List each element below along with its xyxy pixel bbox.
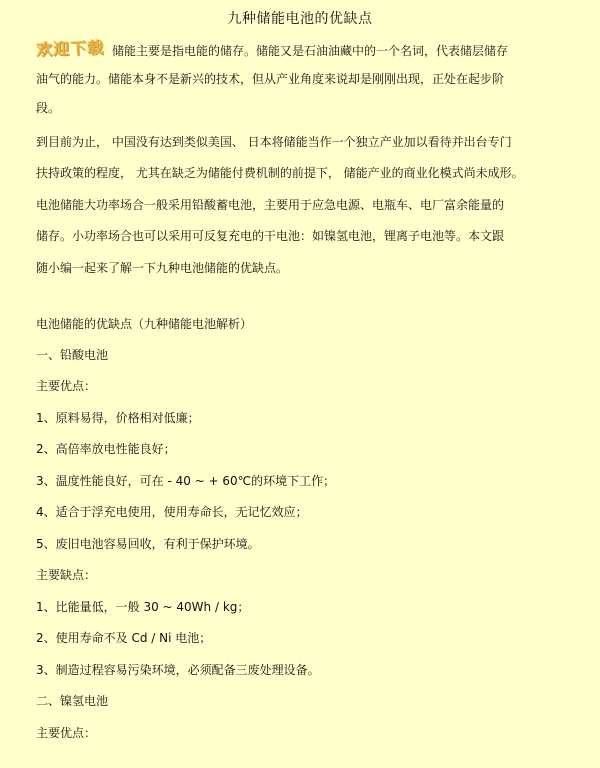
intro-line-8: 随小编一起来了解一下九种电池储能的优缺点。 — [36, 261, 289, 275]
lead-acid-cons-label: 主要缺点： — [36, 568, 97, 582]
document-title: 九种储能电池的优缺点 — [227, 11, 373, 27]
intro-line-4: 到目前为止， 中国没有达到类似美国、 日本将储能当作一个独立产业加以看待并出台专门 — [36, 135, 512, 149]
intro-line-6: 电池储能大功率场合一般采用铅酸蓄电池，主要用于应急电源、电瓶车、电厂富余能量的 — [36, 198, 505, 212]
lead-acid-pro-item: 1、原料易得，价格相对低廉； — [36, 411, 200, 425]
section-heading: 电池储能的优缺点（九种储能电池解析） — [36, 317, 253, 331]
nimh-heading: 二、镍氢电池 — [36, 694, 109, 708]
watermark-logo: 欢迎下载 — [35, 37, 105, 60]
lead-acid-pro-item: 5、废旧电池容易回收，有利于保护环境。 — [36, 537, 260, 551]
intro-line-5: 扶持政策的程度， 尤其在缺乏为储能付费机制的前提下， 储能产业的商业化模式尚未成形。 — [36, 166, 524, 180]
intro-line-3: 段。 — [36, 101, 61, 115]
nimh-pros-label: 主要优点： — [36, 726, 97, 740]
lead-acid-pros-label: 主要优点： — [36, 379, 97, 393]
intro-line-2: 油气的能力。储能本身不是新兴的技术，但从产业角度来说却是刚刚出现，正处在起步阶 — [36, 72, 505, 86]
lead-acid-pro-item: 2、高倍率放电性能良好； — [36, 442, 176, 456]
lead-acid-con-item: 2、使用寿命不及 Cd / Ni 电池； — [36, 631, 212, 645]
lead-acid-pro-item: 3、温度性能良好，可在 - 40 ~ + 60℃的环境下工作； — [36, 474, 336, 488]
lead-acid-heading: 一、铅酸电池 — [36, 348, 109, 362]
lead-acid-con-item: 1、比能量低，一般 30 ~ 40Wh / kg； — [36, 600, 250, 614]
lead-acid-con-item: 3、制造过程容易污染环境，必须配备三废处理设备。 — [36, 663, 320, 677]
intro-line-1: 储能主要是指电能的储存。储能又是石油油藏中的一个名词，代表储层储存 — [112, 44, 509, 58]
lead-acid-pro-item: 4、适合于浮充电使用，使用寿命长，无记忆效应； — [36, 505, 308, 519]
intro-line-7: 储存。小功率场合也可以采用可反复充电的干电池：如镍氢电池，锂离子电池等。本文跟 — [36, 229, 505, 243]
